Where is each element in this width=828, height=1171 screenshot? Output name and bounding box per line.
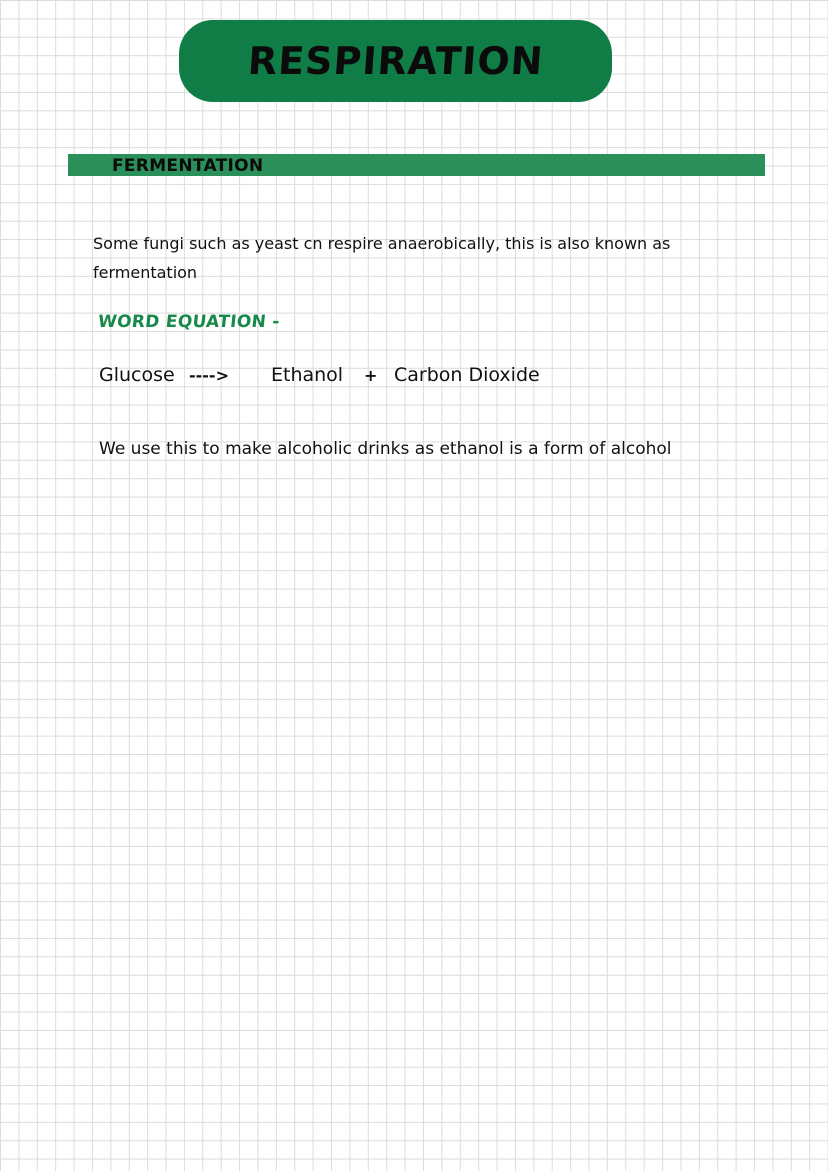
page-title: RESPIRATION [246,39,545,83]
application-note: We use this to make alcoholic drinks as ethanol is a form of alcohol [99,439,672,459]
equation-arrow: ----> [189,366,229,385]
equation-product-carbon-dioxide: Carbon Dioxide [394,364,540,386]
equation-plus: + [364,366,378,385]
section-heading: FERMENTATION [112,156,264,176]
equation-reactant: Glucose [99,364,175,386]
title-banner [179,20,612,102]
word-equation [0,364,828,394]
word-equation-heading: WORD EQUATION - [96,312,281,332]
intro-paragraph: Some fungi such as yeast cn respire anaerobically, this is also known as fermentation [93,234,671,282]
equation-product-ethanol: Ethanol [271,364,344,386]
